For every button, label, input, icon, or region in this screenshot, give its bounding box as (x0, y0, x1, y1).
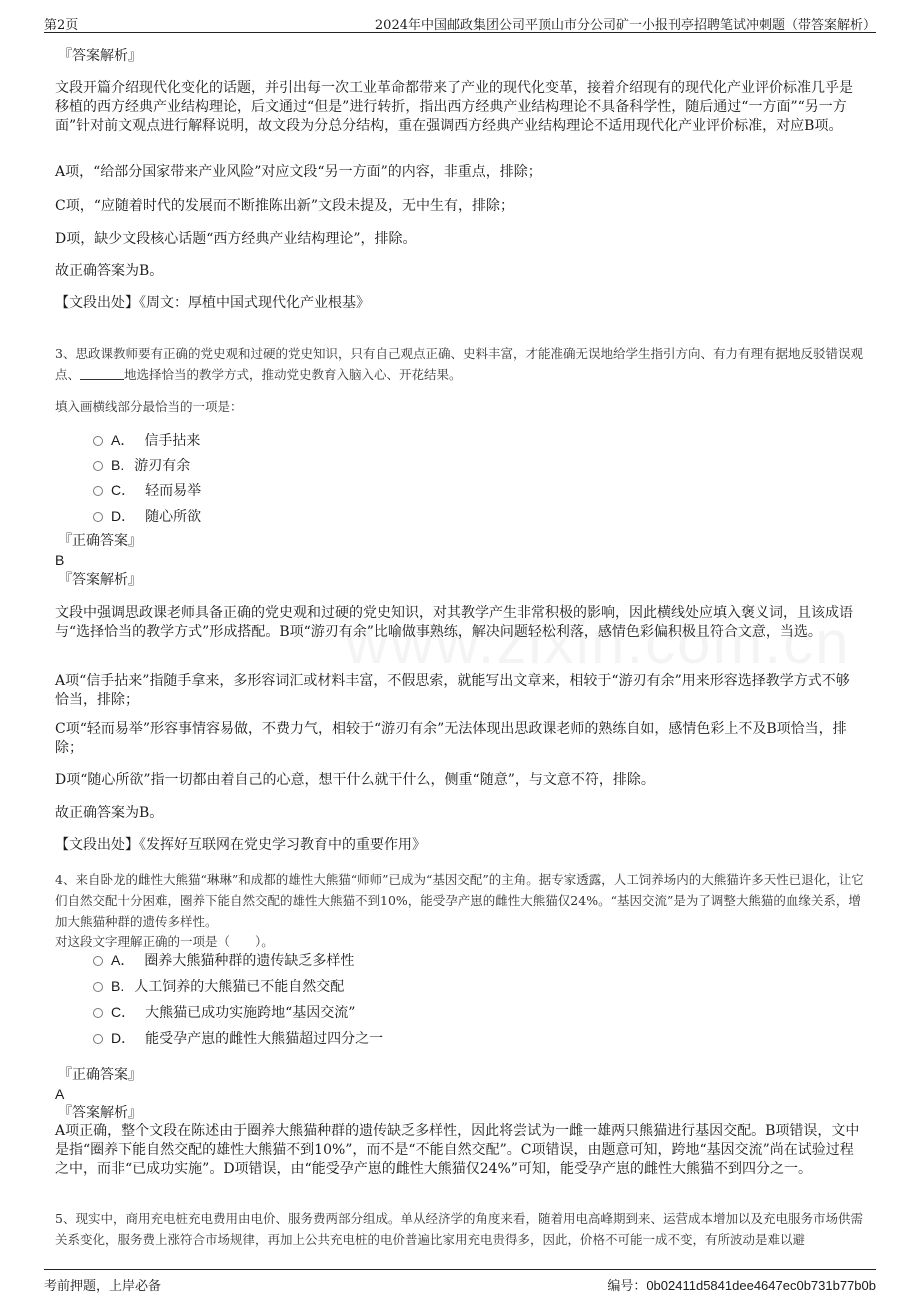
q3-option-c[interactable]: C． 轻而易举 (93, 480, 201, 501)
analysis-text: A项正确，整个文段在陈述由于圈养大熊猫种群的遗传缺乏多样性，因此将尝试为一雌一雄两只熊猫进行基因交配。B项错误，文中是指“圈养下能自然交配的雄性大熊猫不到10%”，而不是“不能自然交配”。C项错误，由题意可知，跨地“基因交流”尚在试验过程之中，而非“已成功实施”。D项错误，由“能受孕产崽的雌性大熊猫仅24%”可知，能受孕产崽的雌性大熊猫不到四分之一。 (55, 1123, 860, 1177)
option-c-analysis: C项，“应随着时代的发展而不断推陈出新”文段未提及，无中生有，排除； (55, 198, 515, 214)
q3-option-a[interactable]: A． 信手拈来 (93, 430, 200, 451)
answer-blank (80, 367, 124, 380)
analysis-tag: 『答案解析』 (58, 1105, 142, 1121)
q4-option-c[interactable]: C． 大熊猫已成功实施跨地“基因交流” (93, 1002, 355, 1023)
correct-answer: A (55, 1086, 65, 1102)
page-header (44, 10, 876, 33)
radio-icon[interactable] (93, 1034, 103, 1044)
radio-icon[interactable] (93, 461, 103, 471)
option-a-analysis: A项“信手拈来”指随手拿来，多形容词汇或材料丰富，不假思索，就能写出文章来，相较于“游刃有余”用来形容选择教学方式不够恰当，排除； (55, 673, 850, 708)
option-d-analysis: D项“随心所欲”指一切都由着自己的心意，想干什么就干什么，侧重“随意”，与文意不符，排除。 (55, 772, 655, 788)
source: 【文段出处】《发挥好互联网在党史学习教育中的重要作用》 (55, 837, 426, 853)
correct-answer-tag: 『正确答案』 (58, 1067, 142, 1083)
document-code: 编号：0b02411d5841dee4647ec0b731b77b0b (607, 1278, 876, 1293)
q4-option-a[interactable]: A． 圈养大熊猫种群的遗传缺乏多样性 (93, 950, 354, 971)
q4-option-b[interactable]: B. 人工饲养的大熊猫已不能自然交配 (93, 976, 344, 997)
q4-option-d[interactable]: D． 能受孕产崽的雌性大熊猫超过四分之一 (93, 1028, 383, 1049)
analysis-tag: 『答案解析』 (58, 572, 142, 588)
radio-icon[interactable] (93, 512, 103, 522)
radio-icon[interactable] (93, 486, 103, 496)
radio-icon[interactable] (93, 1008, 103, 1018)
analysis-text: 文段中强调思政课老师具备正确的党史观和过硬的党史知识，对其教学产生非常积极的影响，因此横线处应填入褒义词，且该成语与“选择恰当的教学方式”形成搭配。B项“游刃有余”比喻做事熟练，解决问题轻松利落，感情色彩偏积极且符合文意，当选。 (55, 605, 853, 640)
analysis-text: 文段开篇介绍现代化变化的话题，并引出每一次工业革命都带来了产业的现代化变革，接着介绍现有的现代化产业评价标准几乎是移植的西方经典产业结构理论，后文通过“但是”进行转折，指出西方经典产业结构理论不具备科学性，随后通过“一方面”“另一方面”针对前文观点进行解释说明，故文段为分总分结构，重在强调西方经典产业结构理论不适用现代化产业评价标准，对应B项。 (55, 80, 853, 134)
question-3-prompt: 填入画横线部分最恰当的一项是： (55, 399, 243, 414)
question-4-stem: 4、来自卧龙的雌性大熊猫“琳琳”和成都的雄性大熊猫“师师”已成为“基因交配”的主角。据专家透露，人工饲养场内的大熊猫许多天性已退化，让它们自然交配十分困难，圈养下能自然交配的雄性大熊猫不到10%，能受孕产崽的雌性大熊猫仅24%。“基因交流”是为了调整大熊猫的血缘关系，增加大熊猫种群的遗传多样性。 (55, 872, 864, 929)
option-a-analysis: A项，“给部分国家带来产业风险”对应文段“另一方面”的内容，非重点，排除； (55, 164, 542, 180)
question-3-stem: 3、思政课教师要有正确的党史观和过硬的党史知识，只有自己观点正确、史料丰富，才能准确无误地给学生指引方向、有力有理有据地反驳错误观点、 地选择恰当的教学方式，推动党史教育入脑入心、开花结果。 (55, 346, 863, 382)
question-5-stem: 5、现实中，商用充电桩充电费用由电价、服务费两部分组成。单从经济学的角度来看，随着用电高峰期到来、运营成本增加以及充电服务市场供需关系变化，服务费上涨符合市场规律，再加上公共充电桩的电价普遍比家用充电贵得多，因此，价格不可能一成不变，有所波动是难以避 (55, 1211, 863, 1247)
document-title: 2024年中国邮政集团公司平顶山市分公司矿一小报刊亭招聘笔试冲刺题（带答案解析） (374, 18, 876, 33)
q3-option-d[interactable]: D． 随心所欲 (93, 506, 201, 527)
source: 【文段出处】《周文：厚植中国式现代化产业根基》 (55, 295, 370, 311)
footer-slogan: 考前押题，上岸必备 (44, 1279, 162, 1294)
correct-answer: B (55, 552, 65, 568)
q3-option-b[interactable]: B. 游刃有余 (93, 455, 190, 476)
page-number: 第2页 (44, 18, 79, 33)
conclusion: 故正确答案为B。 (55, 805, 164, 821)
radio-icon[interactable] (93, 436, 103, 446)
analysis-tag: 『答案解析』 (58, 48, 142, 64)
radio-icon[interactable] (93, 982, 103, 992)
correct-answer-tag: 『正确答案』 (58, 533, 142, 549)
question-4-prompt: 对这段文字理解正确的一项是（ ）。 (55, 934, 274, 949)
page-footer (44, 1269, 876, 1294)
conclusion: 故正确答案为B。 (55, 263, 164, 279)
radio-icon[interactable] (93, 956, 103, 966)
option-d-analysis: D项，缺少文段核心话题“西方经典产业结构理论”，排除。 (55, 231, 417, 247)
option-c-analysis: C项“轻而易举”形容事情容易做，不费力气，相较于“游刃有余”无法体现出思政课老师的熟练自如，感情色彩上不及B项恰当，排除； (55, 721, 847, 756)
